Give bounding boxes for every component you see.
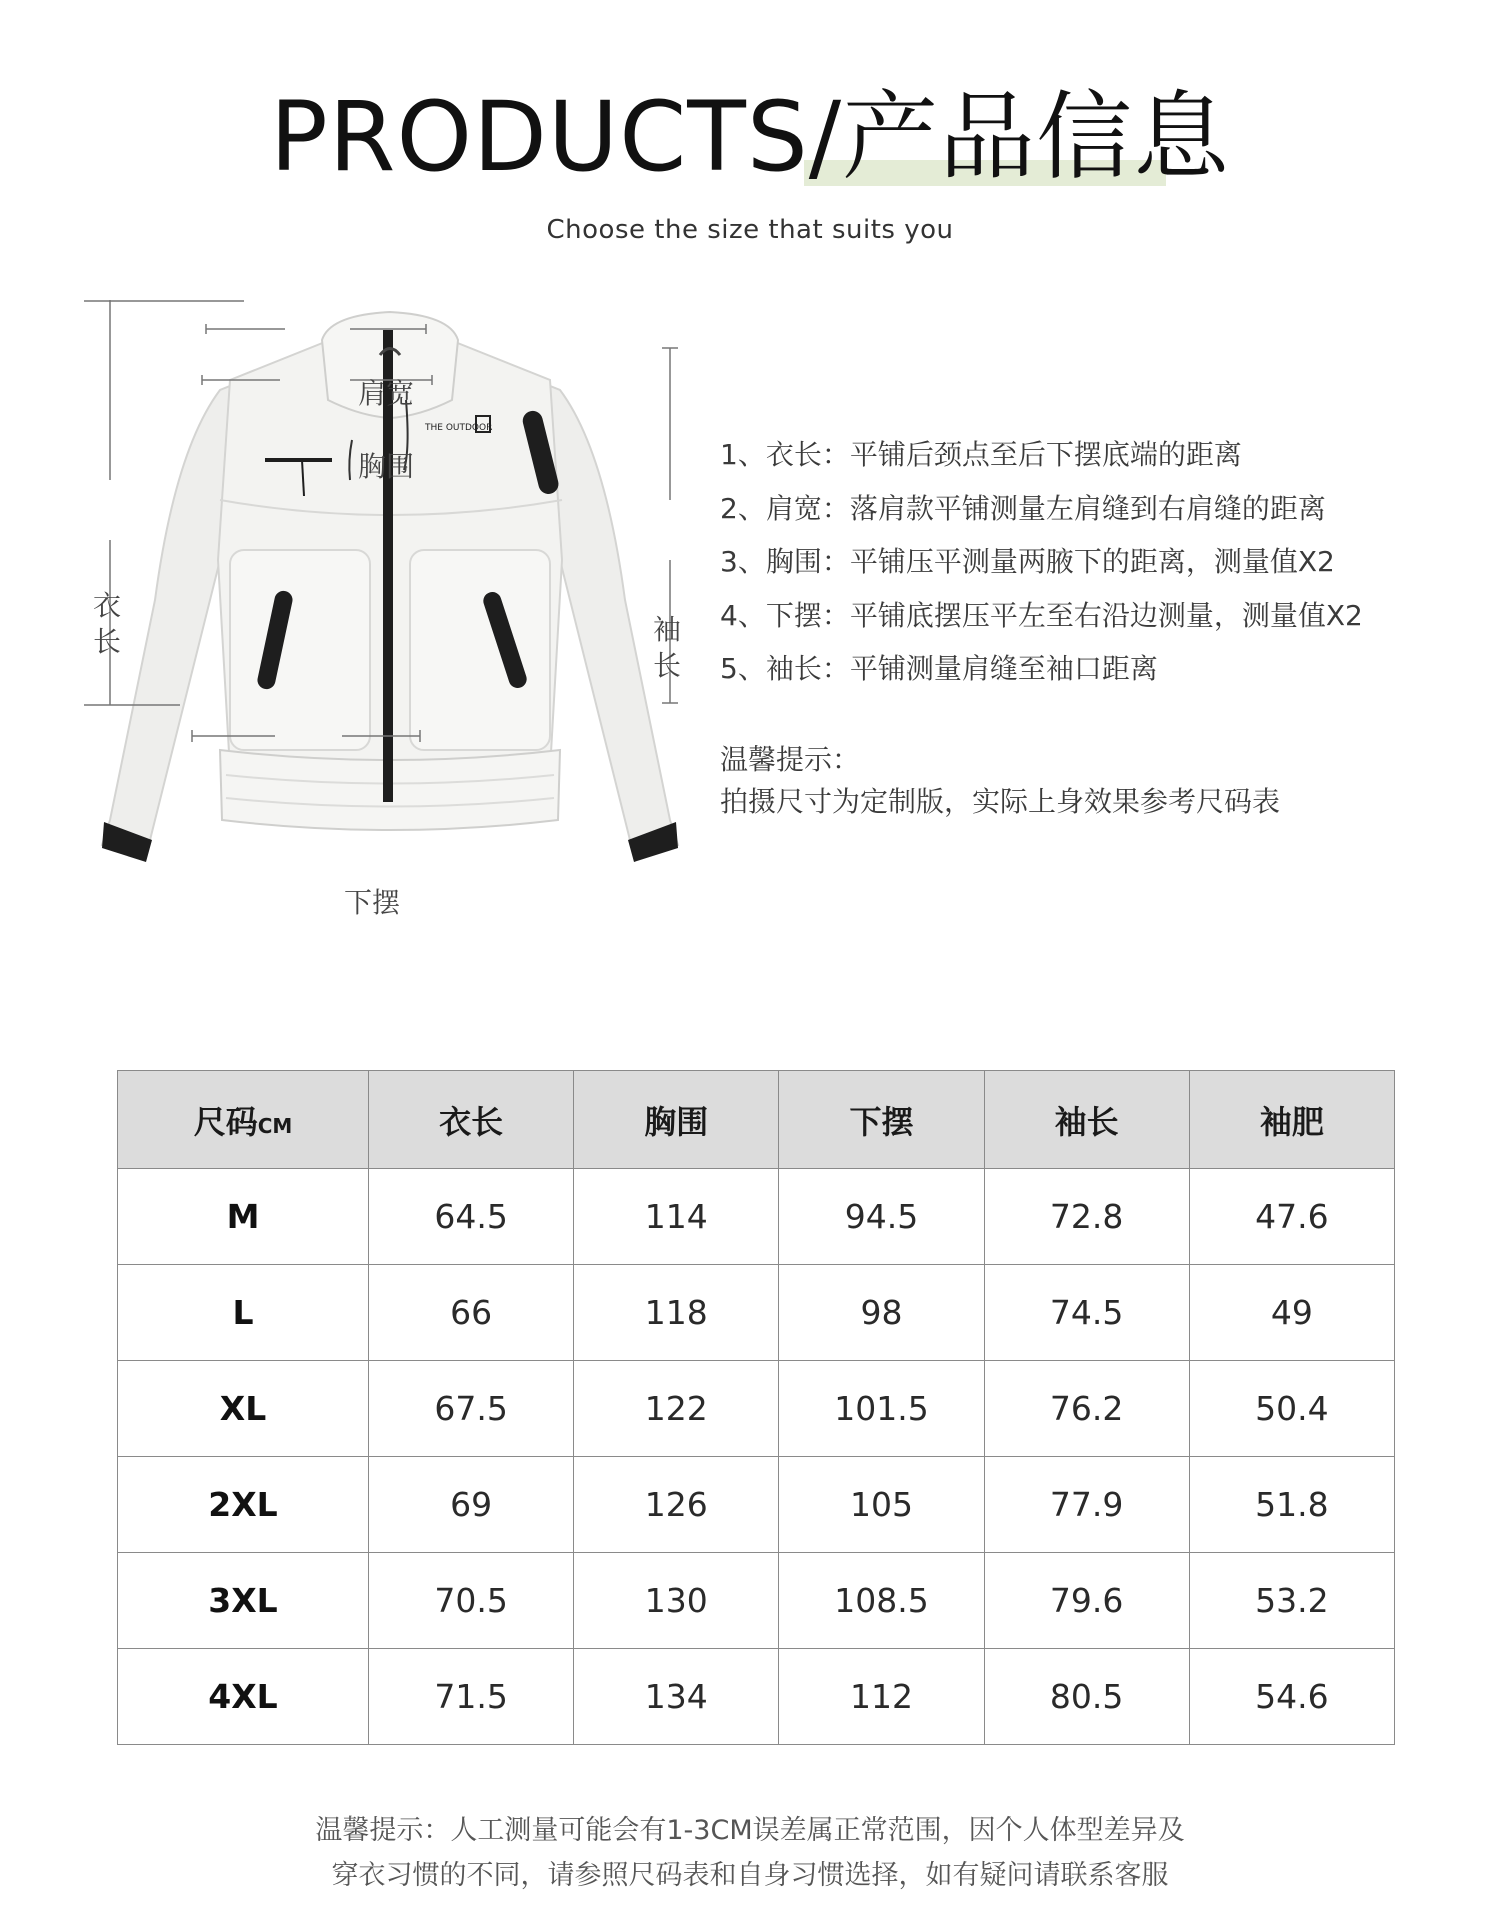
size-cell: XL [118, 1361, 369, 1457]
table-row [118, 1649, 1395, 1745]
table-cell: 118 [574, 1265, 779, 1361]
size-cell: 4XL [118, 1649, 369, 1745]
chest-label: 胸围 [358, 450, 415, 483]
note-item: 2、肩宽：落肩款平铺测量左肩缝到右肩缝的距离 [720, 491, 1326, 525]
table-cell: 64.5 [369, 1169, 574, 1265]
table-cell: 76.2 [984, 1361, 1189, 1457]
table-cell: 71.5 [369, 1649, 574, 1745]
table-cell: 53.2 [1189, 1553, 1394, 1649]
footer-line: 穿衣习惯的不同，请参照尺码表和自身习惯选择，如有疑问请联系客服 [331, 1860, 1169, 1891]
size-table [117, 1070, 1395, 1745]
table-cell: 74.5 [984, 1265, 1189, 1361]
table-cell: 122 [574, 1361, 779, 1457]
table-cell: 80.5 [984, 1649, 1189, 1745]
shoulder-label: 肩宽 [358, 377, 415, 410]
table-cell: 67.5 [369, 1361, 574, 1457]
size-cell: M [118, 1169, 369, 1265]
table-cell: 72.8 [984, 1169, 1189, 1265]
table-cell: 108.5 [779, 1553, 984, 1649]
table-cell: 70.5 [369, 1553, 574, 1649]
table-row [118, 1457, 1395, 1553]
header-column: 下摆 [779, 1071, 984, 1169]
note-item: 3、胸围：平铺压平测量两腋下的距离，测量值X2 [720, 545, 1335, 578]
table-cell: 79.6 [984, 1553, 1189, 1649]
header-column: 衣长 [369, 1071, 574, 1169]
note-item: 4、下摆：平铺底摆压平左至右沿边测量，测量值X2 [720, 598, 1363, 632]
table-cell: 101.5 [779, 1361, 984, 1457]
hem-label: 下摆 [344, 886, 401, 919]
measurement-notes [720, 428, 1480, 696]
tip-text: 拍摄尺寸为定制版，实际上身效果参考尺码表 [720, 785, 1281, 818]
note-item: 1、衣长：平铺后颈点至后下摆底端的距离 [720, 438, 1242, 471]
header-unit: CM [257, 1113, 293, 1138]
size-cell: L [118, 1265, 369, 1361]
table-cell: 105 [779, 1457, 984, 1553]
size-cell: 3XL [118, 1553, 369, 1649]
header-column: 袖肥 [1189, 1071, 1394, 1169]
table-cell: 54.6 [1189, 1649, 1394, 1745]
table-cell: 77.9 [984, 1457, 1189, 1553]
footer-line: 温馨提示：人工测量可能会有1-3CM误差属正常范围，因个人体型差异及 [315, 1815, 1185, 1846]
table-cell: 50.4 [1189, 1361, 1394, 1457]
table-cell: 126 [574, 1457, 779, 1553]
table-cell: 66 [369, 1265, 574, 1361]
table-cell: 130 [574, 1553, 779, 1649]
table-cell: 47.6 [1189, 1169, 1394, 1265]
footer-note [0, 1808, 1500, 1898]
table-cell: 134 [574, 1649, 779, 1745]
table-cell: 49 [1189, 1265, 1394, 1361]
header-column: 袖长 [984, 1071, 1189, 1169]
header-size [118, 1071, 369, 1169]
page-subtitle: Choose the size that suits you [546, 215, 954, 245]
tip-title: 温馨提示： [720, 743, 861, 776]
left-pocket [230, 550, 370, 750]
table-cell: 112 [779, 1649, 984, 1745]
table-cell: 94.5 [779, 1169, 984, 1265]
brand-logo: THE OUTDOOR [425, 423, 493, 433]
table-cell: 114 [574, 1169, 779, 1265]
size-cell: 2XL [118, 1457, 369, 1553]
table-row [118, 1265, 1395, 1361]
right-pocket [410, 550, 550, 750]
header-size-label: 尺码 [193, 1102, 258, 1141]
table-row [118, 1361, 1395, 1457]
length-label: 衣长 [92, 589, 121, 658]
sleeve-label: 袖长 [652, 613, 681, 682]
header-column: 胸围 [574, 1071, 779, 1169]
table-cell: 69 [369, 1457, 574, 1553]
table-row [118, 1553, 1395, 1649]
note-item: 5、袖长：平铺测量肩缝至袖口距离 [720, 652, 1158, 685]
page-title: PRODUCTS/产品信息 [269, 81, 1231, 193]
table-cell: 98 [779, 1265, 984, 1361]
table-row [118, 1169, 1395, 1265]
table-cell: 51.8 [1189, 1457, 1394, 1553]
table-header-row [118, 1071, 1395, 1169]
